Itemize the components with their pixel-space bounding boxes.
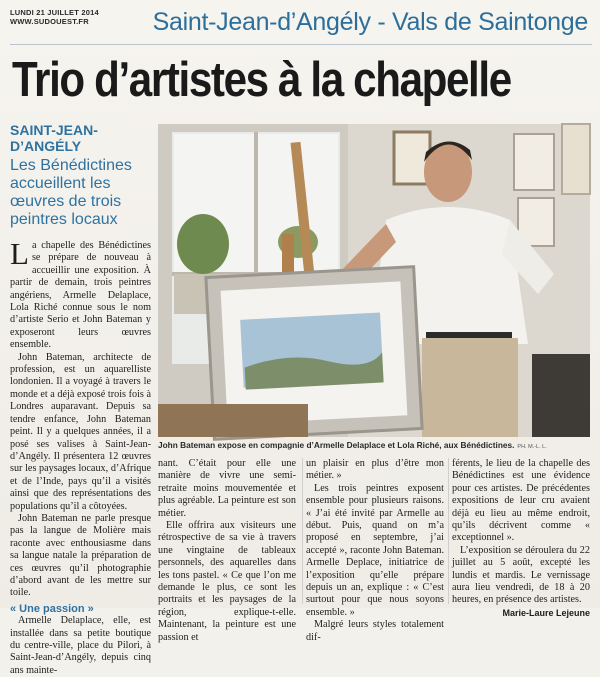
column-divider <box>302 458 303 604</box>
drop-cap: L <box>10 236 29 271</box>
caption-text: John Bateman expose en compagnie d’Armelle Delaplace et Lola Riché, aux Bénédictines. <box>158 440 515 450</box>
article-photo <box>158 124 590 437</box>
author-signature: Marie-Laure Lejeune <box>502 607 590 618</box>
header-rule <box>10 44 592 45</box>
photo-illustration <box>158 124 590 437</box>
body-paragraph: un plaisir en plus d’être mon métier. » <box>306 458 444 482</box>
article-column-3 <box>306 458 444 644</box>
edition-date: LUNDI 21 JUILLET 2014 <box>10 8 99 17</box>
section-title: Saint-Jean-d’Angély - Vals de Saintonge <box>152 8 588 36</box>
article-kicker: SAINT-JEAN-D’ANGÉLY <box>10 122 98 154</box>
lead-paragraph <box>10 236 151 352</box>
body-paragraph: John Bateman ne parle presque pas la langue de Molière mais raconte avec enthousiasme dans sa langue natale la préparation de ces œuvres qu’il photographie d’abord avant de les mettre sur toile. <box>10 512 151 599</box>
body-paragraph: nant. C’était pour elle une manière de vivre une semi-retraite moins mouvementée et plus agréable. La peinture est son métier. <box>158 458 296 519</box>
photo-caption <box>158 440 590 450</box>
website: WWW.SUDOUEST.FR <box>10 17 89 26</box>
body-paragraph: Elle offrira aux visiteurs une rétrospective de sa vie à travers une vingtaine de tableaux personnels, des aquarelles dans les tons pastel. « Ce que l’on me demande le plus, ce sont les portraits et les paysages de la région, explique-t-elle. Maintenant, la peinture est une passion et <box>158 520 296 643</box>
body-paragraph: L’exposition se déroulera du 22 juillet au 5 août, excepté les lundis et mardis. Le vernissage aura lieu vendredi, de 18 à 20 heures, en présence des artistes. <box>452 544 590 606</box>
column-divider <box>448 458 449 604</box>
body-paragraph: Armelle Delaplace, elle, est installée dans sa petite boutique du centre-ville, place du Pilori, à Saint-Jean-d’Angély, depuis cinq ans mainte- <box>10 615 151 676</box>
photo-credit: PH. M.-L. L. <box>517 444 547 450</box>
article-standfirst: Les Bénédictines accueillent les œuvres de trois peintres locaux <box>10 157 132 228</box>
subheading: « Une passion » <box>10 602 94 615</box>
article-column-1 <box>10 236 151 677</box>
masthead-meta <box>10 8 150 26</box>
body-paragraph: Malgré leurs styles totalement dif- <box>306 619 444 643</box>
body-paragraph: John Bateman, architecte de profession, est un aquarelliste londonien. Il a voyagé à travers le monde et a déjà exposé trois fois à Londres auparavant. Depuis sa tendre enfance, John Bateman peint. Il y a quelques années, il a posé ses valises à Saint-Jean-d’Angély. Il présentera 12 œuvres sur les paysages locaux, d’Afrique et de l’Inde, pays qu’il a visités ainsi que des représentations des populations qu’il a côtoyées. <box>10 351 151 512</box>
article-headline: Trio d’artistes à la chapelle <box>12 53 511 107</box>
article-column-4 <box>452 458 590 619</box>
article-column-2 <box>158 458 296 644</box>
body-paragraph: Les trois peintres exposent ensemble pour plusieurs raisons. « J’ai été invité par Armelle au début. Puis, quand on m’a proposé en septembre, j’ai accepté », raconte John Bateman. Armelle Deplace, initiatrice de l’exposition qu’elle prépare depuis un an, explique : « C’est surtout pour que nous soyons ensemble. » <box>306 482 444 618</box>
body-paragraph: férents, le lieu de la chapelle des Bénédictines est une évidence pour ces artistes. De précédentes expositions de leur cru avaient déjà eu lieu au même endroit, qu’ils décrivent comme « exceptionnel ». <box>452 458 590 544</box>
lead-text: a chapelle des Bénédictines se prépare de nouveau à accueillir une exposition. À partir de demain, trois peintres angériens, Armelle Delaplace, Lola Riché connue sous le nom d’artiste Serio et John Bateman y exposeront leurs œuvres ensemble. <box>10 240 151 351</box>
